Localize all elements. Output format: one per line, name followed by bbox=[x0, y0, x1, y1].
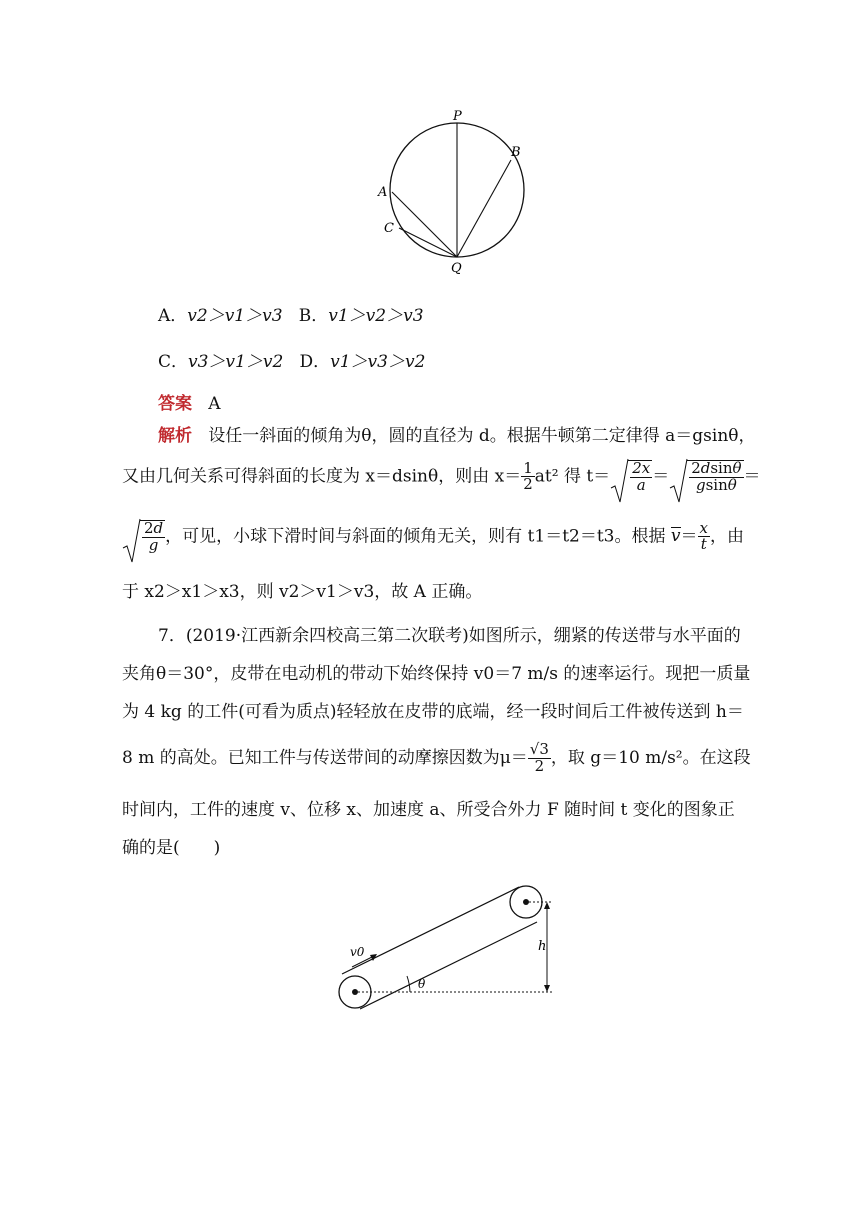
question7-line-5 bbox=[122, 802, 735, 819]
question7-text-4-post: ，取 g＝10 m/s²。在这段 bbox=[550, 747, 751, 768]
answer-line bbox=[158, 396, 221, 413]
question7-line-4 bbox=[122, 742, 751, 775]
analysis-text-2-pre: 又由几何关系可得斜面的长度为 x＝dsinθ，则由 x＝ bbox=[122, 466, 522, 487]
analysis-line-4 bbox=[122, 584, 482, 601]
sqrt-2d-over-g: $\frac{2d}{g}$ bbox=[122, 520, 165, 554]
analysis-line-3: $\frac{2d}{g}$ ，可见，小球下滑时间与斜面的倾角无关，则有 t1＝t2＝t3。根据 v＝ $\frac{x}{t}$ ，由 bbox=[122, 520, 744, 554]
analysis-text-2-mid: at² 得 t＝ bbox=[534, 466, 611, 487]
option-c-text: v3＞v1＞v2 bbox=[188, 352, 284, 372]
label-Q: Q bbox=[451, 261, 462, 276]
question7-text-3: 为 4 kg 的工件(可看为质点)轻轻放在皮带的底端，经一段时间后工件被传送到 h＝ bbox=[122, 702, 744, 722]
analysis-text-3: ，可见，小球下滑时间与斜面的倾角无关，则有 t1＝t2＝t3。根据 bbox=[165, 526, 666, 547]
fraction-half: $\frac{1}{2}$ bbox=[523, 458, 533, 494]
question7-text-5: 时间内，工件的速度 v、位移 x、加速度 a、所受合外力 F 随时间 t 变化的图象正 bbox=[122, 800, 735, 820]
option-d-label: D． bbox=[299, 352, 331, 372]
theta-label: θ bbox=[418, 977, 426, 991]
circle-chords-figure bbox=[372, 108, 542, 278]
analysis-line-1 bbox=[158, 428, 756, 445]
question7-line-2 bbox=[122, 666, 750, 683]
label-C: C bbox=[384, 221, 394, 236]
option-b-label: B． bbox=[298, 306, 329, 326]
answer-value: A bbox=[208, 394, 221, 414]
question7-line-1 bbox=[158, 628, 741, 645]
options-row-2 bbox=[158, 354, 425, 371]
option-d-text: v1＞v3＞v2 bbox=[330, 352, 426, 372]
option-c-label: C． bbox=[158, 352, 189, 372]
analysis-text-4: 于 x2＞x1＞x3，则 v2＞v1＞v3，故 A 正确。 bbox=[122, 582, 483, 602]
conveyor-belt-figure bbox=[330, 876, 570, 1016]
question7-text-6: 确的是( ) bbox=[122, 838, 221, 858]
question7-text-2: 夹角θ＝30°，皮带在电动机的带动下始终保持 v0＝7 m/s 的速率运行。现把一质量 bbox=[122, 664, 751, 684]
option-a-label: A． bbox=[158, 306, 188, 326]
label-A: A bbox=[378, 185, 388, 200]
option-a-text: v2＞v1＞v3 bbox=[187, 306, 283, 326]
analysis-text-1: 设任一斜面的倾角为θ，圆的直径为 d。根据牛顿第二定律得 a＝gsinθ， bbox=[208, 426, 756, 446]
fraction-x-over-t: $\frac{x}{t}$ bbox=[699, 518, 708, 554]
v0-label: v0 bbox=[350, 945, 365, 959]
analysis-line-2: 又由几何关系可得斜面的长度为 x＝dsinθ，则由 x＝ $\frac{1}{2}$ at² 得 t＝ $\frac{2x}{a}$ ＝ $\frac{2dsin\theta}{gsin\theta}$ ＝ bbox=[122, 460, 761, 494]
option-b-text: v1＞v2＞v3 bbox=[328, 306, 424, 326]
sqrt-2dsin-over-gsin: $\frac{2dsin\theta}{gsin\theta}$ bbox=[669, 460, 743, 494]
label-B: B bbox=[511, 145, 521, 160]
options-row-1 bbox=[158, 308, 424, 325]
question7-line-3 bbox=[122, 704, 744, 721]
question7-line-6 bbox=[122, 840, 220, 857]
fraction-sqrt3-over-2: $\frac{√3}{2}$ bbox=[529, 740, 549, 775]
question7-text-1: 7．(2019·江西新余四校高三第二次联考)如图所示，绷紧的传送带与水平面的 bbox=[158, 626, 741, 646]
h-label: h bbox=[538, 939, 547, 954]
label-P: P bbox=[453, 109, 462, 124]
analysis-label: 解析 bbox=[158, 426, 192, 446]
question7-text-4-pre: 8 m 的高处。已知工件与传送带间的动摩擦因数为μ＝ bbox=[122, 747, 528, 768]
sqrt-2x-over-a: $\frac{2x}{a}$ bbox=[610, 460, 652, 494]
answer-label: 答案 bbox=[158, 394, 192, 414]
